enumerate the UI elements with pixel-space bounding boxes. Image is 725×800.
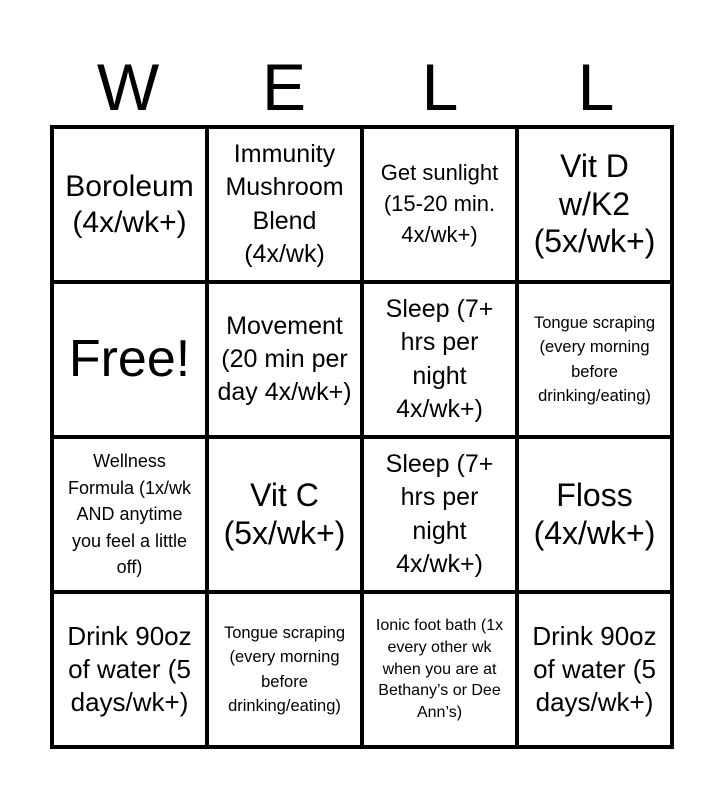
cell-text: Vit D w/K2 (5x/wk+) bbox=[533, 147, 656, 260]
bingo-cell-tongue-scraping-1[interactable] bbox=[519, 284, 670, 435]
bingo-cell-ionic-foot-bath[interactable] bbox=[364, 594, 515, 745]
header-letter-e: E bbox=[261, 50, 307, 124]
cell-text: Tongue scraping (every morning before drinking/eating) bbox=[223, 623, 346, 715]
cell-text: Free! bbox=[68, 329, 191, 388]
bingo-cell-wellness-formula[interactable] bbox=[54, 439, 205, 590]
bingo-cell-sleep-2[interactable] bbox=[364, 439, 515, 590]
bingo-cell-free[interactable] bbox=[54, 284, 205, 435]
bingo-cell-tongue-scraping-2[interactable] bbox=[209, 594, 360, 745]
cell-text: Sleep (7+ hrs per night 4x/wk+) bbox=[385, 450, 494, 578]
header-letter-l2: L bbox=[577, 50, 615, 124]
cell-text: Drink 90oz of water (5 days/wk+) bbox=[532, 620, 657, 718]
bingo-cell-sunlight[interactable] bbox=[364, 129, 515, 280]
cell-text: Floss (4x/wk+) bbox=[533, 476, 656, 551]
bingo-cell-vit-d[interactable] bbox=[519, 129, 670, 280]
cell-text: Ionic foot bath (1x every other wk when you are at Bethany’s or Dee Ann’s) bbox=[375, 617, 504, 722]
cell-text: Get sunlight (15-20 min. 4x/wk+) bbox=[380, 160, 499, 247]
bingo-cell-boroleum[interactable] bbox=[54, 129, 205, 280]
cell-text: Sleep (7+ hrs per night 4x/wk+) bbox=[385, 295, 494, 423]
header-letter-l1: L bbox=[421, 50, 459, 124]
bingo-cell-water-2[interactable] bbox=[519, 594, 670, 745]
cell-text: Movement (20 min per day 4x/wk+) bbox=[217, 311, 352, 407]
cell-text: Vit C (5x/wk+) bbox=[223, 476, 346, 551]
cell-text: Wellness Formula (1x/wk AND anytime you feel a little off) bbox=[67, 450, 192, 578]
cell-text: Boroleum (4x/wk+) bbox=[65, 170, 194, 239]
bingo-cell-floss[interactable] bbox=[519, 439, 670, 590]
bingo-board bbox=[50, 125, 674, 749]
bingo-cell-sleep-1[interactable] bbox=[364, 284, 515, 435]
cell-text: Immunity Mushroom Blend (4x/wk) bbox=[225, 140, 344, 268]
bingo-cell-movement[interactable] bbox=[209, 284, 360, 435]
cell-text: Drink 90oz of water (5 days/wk+) bbox=[67, 620, 192, 718]
cell-text: Tongue scraping (every morning before drinking/eating) bbox=[533, 313, 656, 405]
header-letter-w: W bbox=[96, 50, 160, 124]
bingo-cell-immunity-mushroom[interactable] bbox=[209, 129, 360, 280]
bingo-header bbox=[50, 48, 674, 126]
bingo-cell-water-1[interactable] bbox=[54, 594, 205, 745]
bingo-cell-vit-c[interactable] bbox=[209, 439, 360, 590]
